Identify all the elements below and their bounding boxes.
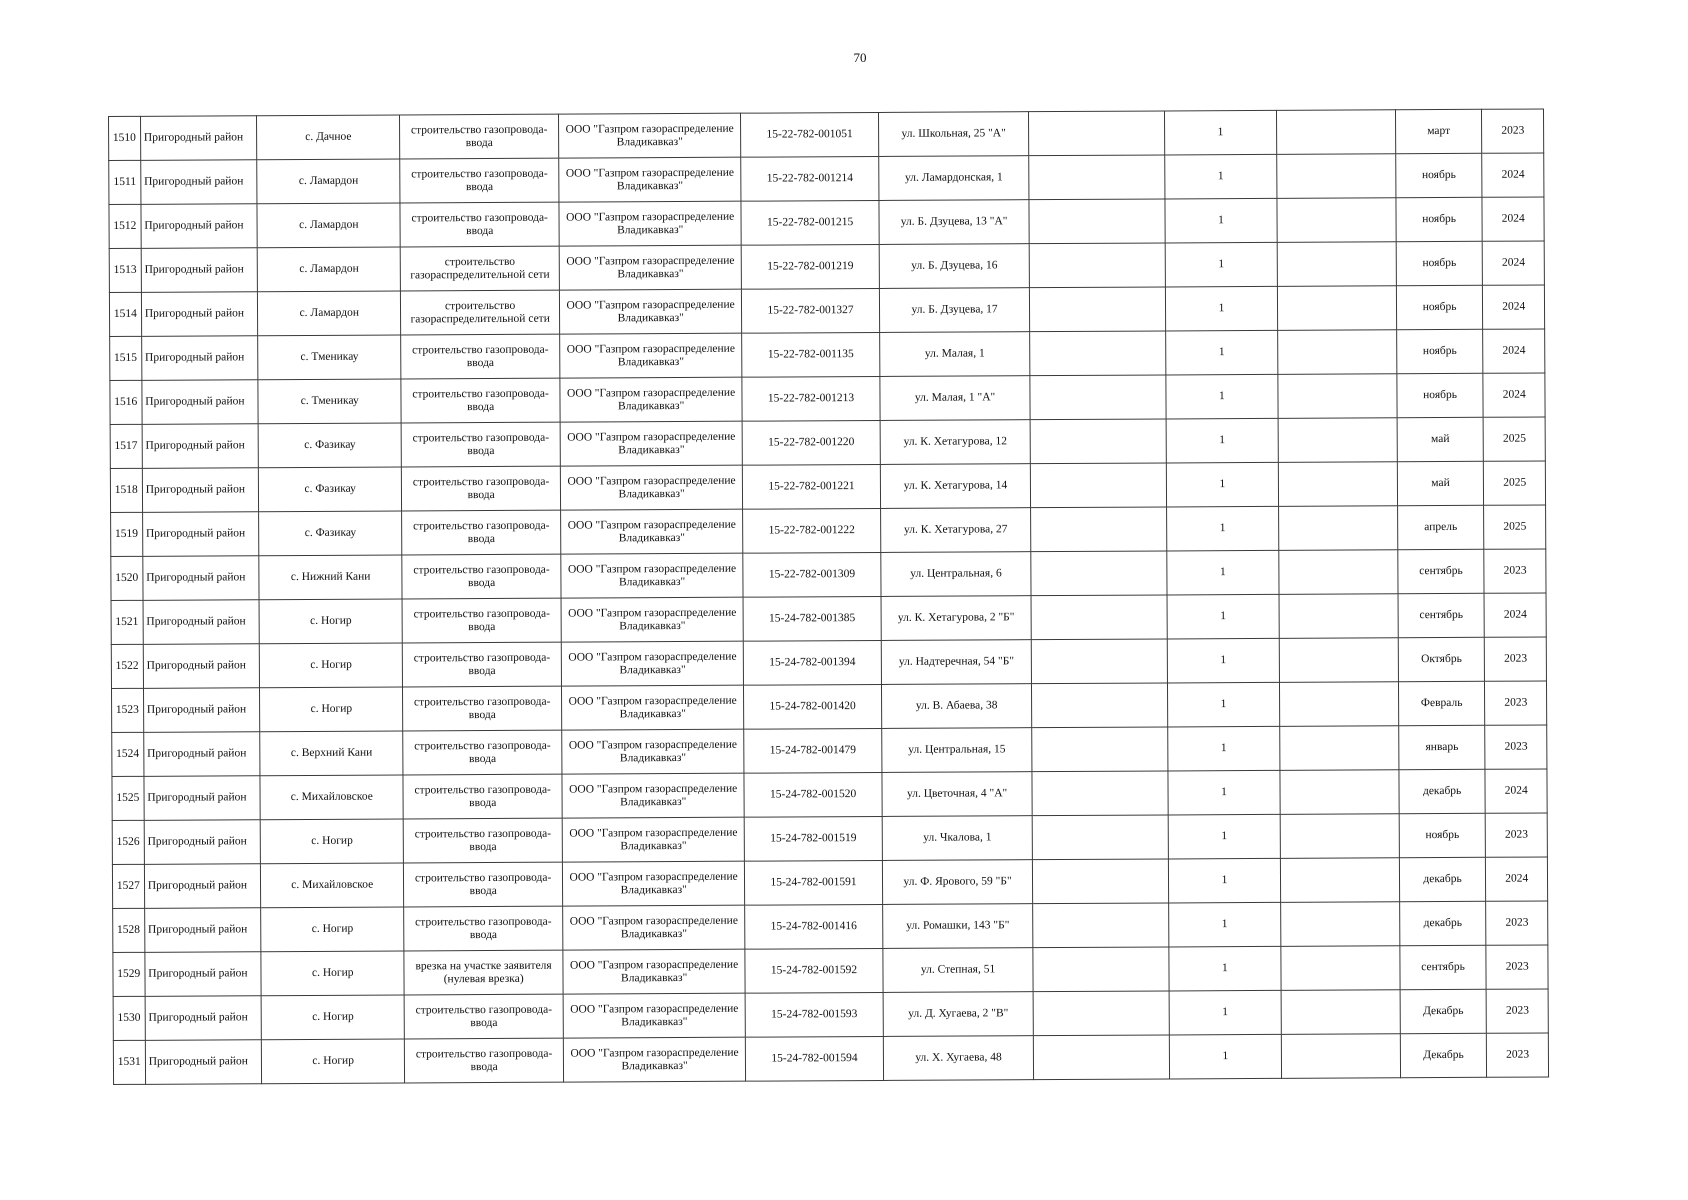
empty-cell xyxy=(1277,286,1396,331)
table-row xyxy=(111,549,1546,601)
empty-cell xyxy=(1030,419,1166,464)
organization-cell: ООО "Газпром газораспределение Владикавказ" xyxy=(563,905,745,950)
empty-cell xyxy=(1279,594,1398,639)
cadastral-number-cell: 15-22-782-001222 xyxy=(743,508,881,553)
month-cell: декабрь xyxy=(1399,857,1486,901)
organization-cell: ООО "Газпром газораспределение Владикавказ" xyxy=(562,817,744,862)
quantity-cell: 1 xyxy=(1167,550,1279,595)
row-number: 1520 xyxy=(111,556,143,600)
month-cell: ноябрь xyxy=(1396,241,1483,285)
quantity-cell: 1 xyxy=(1164,110,1276,155)
quantity-cell: 1 xyxy=(1168,902,1280,947)
month-cell: январь xyxy=(1398,725,1485,769)
row-number: 1522 xyxy=(111,644,143,688)
table-row xyxy=(112,857,1547,909)
year-cell: 2025 xyxy=(1484,505,1546,549)
work-type-cell: строительство газопровода-ввода xyxy=(402,598,561,643)
table-row xyxy=(109,197,1544,249)
cadastral-number-cell: 15-24-782-001594 xyxy=(746,1036,884,1081)
address-cell: ул. Школьная, 25 "А" xyxy=(878,112,1029,157)
empty-cell xyxy=(1033,991,1169,1036)
district-cell: Пригородный район xyxy=(143,732,260,777)
district-cell: Пригородный район xyxy=(142,380,259,425)
work-type-cell: строительство газопровода-ввода xyxy=(404,994,563,1039)
work-type-cell: строительство газопровода-ввода xyxy=(405,1038,564,1083)
table-row xyxy=(113,945,1548,997)
district-cell: Пригородный район xyxy=(141,204,258,249)
row-number: 1518 xyxy=(110,468,142,512)
cadastral-number-cell: 15-24-782-001591 xyxy=(745,860,883,905)
cadastral-number-cell: 15-24-782-001593 xyxy=(745,992,883,1037)
row-number: 1527 xyxy=(112,864,144,908)
settlement-cell: с. Тменикау xyxy=(258,335,401,380)
district-cell: Пригородный район xyxy=(143,688,260,733)
address-cell: ул. Малая, 1 "А" xyxy=(880,376,1031,421)
row-number: 1528 xyxy=(113,908,145,952)
settlement-cell: с. Ногир xyxy=(262,1039,405,1084)
cadastral-number-cell: 15-24-782-001394 xyxy=(743,640,881,685)
empty-cell xyxy=(1277,110,1396,155)
year-cell: 2025 xyxy=(1484,417,1546,461)
cadastral-number-cell: 15-22-782-001220 xyxy=(742,420,880,465)
empty-cell xyxy=(1029,155,1165,200)
empty-cell xyxy=(1031,551,1167,596)
work-type-cell: строительство газопровода-ввода xyxy=(400,158,559,203)
address-cell: ул. Чкалова, 1 xyxy=(882,816,1033,861)
district-cell: Пригородный район xyxy=(145,996,262,1041)
settlement-cell: с. Фазикау xyxy=(258,423,401,468)
empty-cell xyxy=(1279,506,1398,551)
settlement-cell: с. Верхний Кани xyxy=(260,731,403,776)
cadastral-number-cell: 15-22-782-001327 xyxy=(742,288,880,333)
cadastral-number-cell: 15-24-782-001479 xyxy=(744,728,882,773)
table-row xyxy=(112,769,1547,821)
month-cell: май xyxy=(1397,461,1484,505)
work-type-cell: строительство газопровода-ввода xyxy=(401,334,560,379)
quantity-cell: 1 xyxy=(1168,770,1280,815)
year-cell: 2023 xyxy=(1485,725,1547,769)
empty-cell xyxy=(1281,946,1400,991)
empty-cell xyxy=(1031,595,1167,640)
cadastral-number-cell: 15-22-782-001051 xyxy=(741,112,879,157)
quantity-cell: 1 xyxy=(1169,1034,1281,1079)
address-cell: ул. Надтеречная, 54 "Б" xyxy=(881,640,1032,685)
organization-cell: ООО "Газпром газораспределение Владикавказ" xyxy=(561,509,743,554)
address-cell: ул. Малая, 1 xyxy=(880,332,1031,377)
table-row xyxy=(113,901,1548,953)
table-row xyxy=(109,153,1544,205)
cadastral-number-cell: 15-24-782-001416 xyxy=(745,904,883,949)
address-cell: ул. Ф. Ярового, 59 "Б" xyxy=(882,860,1033,905)
empty-cell xyxy=(1277,198,1396,243)
year-cell: 2025 xyxy=(1484,461,1546,505)
organization-cell: ООО "Газпром газораспределение Владикавказ" xyxy=(559,157,741,202)
work-type-cell: строительство газопровода-ввода xyxy=(403,818,562,863)
empty-cell xyxy=(1277,242,1396,287)
empty-cell xyxy=(1030,375,1166,420)
settlement-cell: с. Михайловское xyxy=(261,863,404,908)
address-cell: ул. Б. Дзуцева, 16 xyxy=(879,244,1030,289)
empty-cell xyxy=(1279,550,1398,595)
month-cell: ноябрь xyxy=(1396,329,1483,373)
organization-cell: ООО "Газпром газораспределение Владикавказ" xyxy=(560,333,742,378)
year-cell: 2024 xyxy=(1483,241,1545,285)
empty-cell xyxy=(1032,639,1168,684)
address-cell: ул. В. Абаева, 38 xyxy=(881,684,1032,729)
organization-cell: ООО "Газпром газораспределение Владикавказ" xyxy=(563,1037,745,1082)
district-cell: Пригородный район xyxy=(140,116,257,161)
cadastral-number-cell: 15-22-782-001214 xyxy=(741,156,879,201)
table-row xyxy=(109,285,1544,337)
year-cell: 2024 xyxy=(1485,769,1547,813)
district-cell: Пригородный район xyxy=(140,160,257,205)
quantity-cell: 1 xyxy=(1168,726,1280,771)
row-number: 1517 xyxy=(110,424,142,468)
district-cell: Пригородный район xyxy=(142,424,259,469)
cadastral-number-cell: 15-24-782-001385 xyxy=(743,596,881,641)
organization-cell: ООО "Газпром газораспределение Владикавказ" xyxy=(560,465,742,510)
settlement-cell: с. Ногир xyxy=(261,995,404,1040)
row-number: 1524 xyxy=(112,732,144,776)
empty-cell xyxy=(1033,859,1169,904)
organization-cell: ООО "Газпром газораспределение Владикавказ" xyxy=(560,421,742,466)
row-number: 1519 xyxy=(111,512,143,556)
district-cell: Пригородный район xyxy=(145,1040,262,1085)
empty-cell xyxy=(1032,815,1168,860)
month-cell: март xyxy=(1395,109,1482,153)
address-cell: ул. К. Хетагурова, 27 xyxy=(880,508,1031,553)
year-cell: 2024 xyxy=(1482,197,1544,241)
cadastral-number-cell: 15-22-782-001213 xyxy=(742,376,880,421)
row-number: 1526 xyxy=(112,820,144,864)
month-cell: ноябрь xyxy=(1396,197,1483,241)
empty-cell xyxy=(1029,199,1165,244)
empty-cell xyxy=(1279,638,1398,683)
organization-cell: ООО "Газпром газораспределение Владикавказ" xyxy=(562,861,744,906)
district-cell: Пригородный район xyxy=(142,468,259,513)
empty-cell xyxy=(1032,727,1168,772)
organization-cell: ООО "Газпром газораспределение Владикавказ" xyxy=(562,729,744,774)
table-row xyxy=(110,329,1545,381)
work-type-cell: строительство газопровода-ввода xyxy=(402,510,561,555)
year-cell: 2023 xyxy=(1485,637,1547,681)
empty-cell xyxy=(1030,287,1166,332)
quantity-cell: 1 xyxy=(1165,242,1277,287)
address-cell: ул. К. Хетагурова, 2 "Б" xyxy=(881,596,1032,641)
district-cell: Пригородный район xyxy=(141,292,258,337)
quantity-cell: 1 xyxy=(1167,682,1279,727)
address-cell: ул. Ламардонская, 1 xyxy=(879,156,1030,201)
district-cell: Пригородный район xyxy=(143,600,260,645)
address-cell: ул. Б. Дзуцева, 13 "А" xyxy=(879,200,1030,245)
district-cell: Пригородный район xyxy=(144,776,261,821)
empty-cell xyxy=(1033,947,1169,992)
settlement-cell: с. Михайловское xyxy=(260,775,403,820)
month-cell: Декабрь xyxy=(1400,1033,1487,1077)
table-row xyxy=(109,109,1544,161)
cadastral-number-cell: 15-22-782-001215 xyxy=(741,200,879,245)
row-number: 1516 xyxy=(110,380,142,424)
month-cell: Октябрь xyxy=(1398,637,1485,681)
row-number: 1525 xyxy=(112,776,144,820)
district-cell: Пригородный район xyxy=(143,644,260,689)
empty-cell xyxy=(1030,331,1166,376)
organization-cell: ООО "Газпром газораспределение Владикавказ" xyxy=(563,949,745,994)
settlement-cell: с. Ногир xyxy=(259,599,402,644)
settlement-cell: с. Ногир xyxy=(261,907,404,952)
cadastral-number-cell: 15-22-782-001309 xyxy=(743,552,881,597)
district-cell: Пригородный район xyxy=(144,908,261,953)
empty-cell xyxy=(1033,903,1169,948)
quantity-cell: 1 xyxy=(1167,638,1279,683)
year-cell: 2024 xyxy=(1485,593,1547,637)
work-type-cell: строительство газопровода-ввода xyxy=(403,686,562,731)
month-cell: Февраль xyxy=(1398,681,1485,725)
settlement-cell: с. Тменикау xyxy=(258,379,401,424)
cadastral-number-cell: 15-22-782-001135 xyxy=(742,332,880,377)
quantity-cell: 1 xyxy=(1166,462,1278,507)
table-row xyxy=(112,813,1547,865)
work-type-cell: строительство газопровода-ввода xyxy=(401,378,560,423)
month-cell: декабрь xyxy=(1399,769,1486,813)
empty-cell xyxy=(1029,243,1165,288)
address-cell: ул. Цветочная, 4 "А" xyxy=(882,772,1033,817)
organization-cell: ООО "Газпром газораспределение Владикавказ" xyxy=(561,553,743,598)
district-cell: Пригородный район xyxy=(142,512,259,557)
settlement-cell: с. Фазикау xyxy=(259,467,402,512)
settlement-cell: с. Ногир xyxy=(260,643,403,688)
page-number: 70 xyxy=(853,50,867,65)
work-type-cell: строительство газораспределительной сети xyxy=(401,290,560,335)
row-number: 1530 xyxy=(113,996,145,1040)
month-cell: сентябрь xyxy=(1398,593,1485,637)
empty-cell xyxy=(1031,463,1167,508)
empty-cell xyxy=(1281,902,1400,947)
table-row xyxy=(110,417,1545,469)
organization-cell: ООО "Газпром газораспределение Владикавказ" xyxy=(562,685,744,730)
row-number: 1510 xyxy=(109,116,141,160)
address-cell: ул. Степная, 51 xyxy=(883,948,1034,993)
quantity-cell: 1 xyxy=(1165,330,1277,375)
empty-cell xyxy=(1280,814,1399,859)
empty-cell xyxy=(1032,771,1168,816)
work-type-cell: строительство газопровода-ввода xyxy=(402,642,561,687)
year-cell: 2024 xyxy=(1483,373,1545,417)
cadastral-number-cell: 15-24-782-001592 xyxy=(745,948,883,993)
address-cell: ул. Ромашки, 143 "Б" xyxy=(883,904,1034,949)
table-row xyxy=(113,989,1548,1041)
district-cell: Пригородный район xyxy=(141,336,258,381)
settlement-cell: с. Ламардон xyxy=(257,159,400,204)
year-cell: 2023 xyxy=(1486,945,1548,989)
cadastral-number-cell: 15-24-782-001519 xyxy=(744,816,882,861)
work-type-cell: строительство газопровода-ввода xyxy=(401,422,560,467)
row-number: 1512 xyxy=(109,204,141,248)
month-cell: ноябрь xyxy=(1395,153,1482,197)
district-cell: Пригородный район xyxy=(141,248,258,293)
cadastral-number-cell: 15-22-782-001219 xyxy=(741,244,879,289)
organization-cell: ООО "Газпром газораспределение Владикавказ" xyxy=(559,289,741,334)
work-type-cell: строительство газопровода-ввода xyxy=(403,774,562,819)
month-cell: ноябрь xyxy=(1397,373,1484,417)
month-cell: сентябрь xyxy=(1400,945,1487,989)
table-row xyxy=(111,505,1546,557)
year-cell: 2024 xyxy=(1486,857,1548,901)
address-cell: ул. Центральная, 15 xyxy=(882,728,1033,773)
empty-cell xyxy=(1278,418,1397,463)
month-cell: ноябрь xyxy=(1396,285,1483,329)
settlement-cell: с. Дачное xyxy=(257,115,400,160)
year-cell: 2023 xyxy=(1484,549,1546,593)
organization-cell: ООО "Газпром газораспределение Владикавказ" xyxy=(559,245,741,290)
empty-cell xyxy=(1281,1034,1400,1079)
empty-cell xyxy=(1280,726,1399,771)
row-number: 1523 xyxy=(111,688,143,732)
row-number: 1515 xyxy=(110,336,142,380)
empty-cell xyxy=(1029,111,1165,156)
empty-cell xyxy=(1281,990,1400,1035)
cadastral-number-cell: 15-24-782-001520 xyxy=(744,772,882,817)
year-cell: 2023 xyxy=(1485,681,1547,725)
quantity-cell: 1 xyxy=(1165,286,1277,331)
quantity-cell: 1 xyxy=(1167,594,1279,639)
address-cell: ул. Д. Хугаева, 2 "В" xyxy=(883,992,1034,1037)
year-cell: 2023 xyxy=(1487,989,1549,1033)
empty-cell xyxy=(1280,858,1399,903)
table-row xyxy=(111,637,1546,689)
year-cell: 2023 xyxy=(1487,1033,1549,1077)
address-cell: ул. Центральная, 6 xyxy=(881,552,1032,597)
settlement-cell: с. Ламардон xyxy=(257,247,400,292)
quantity-cell: 1 xyxy=(1168,814,1280,859)
empty-cell xyxy=(1278,462,1397,507)
settlement-cell: с. Ногир xyxy=(261,951,404,996)
address-cell: ул. К. Хетагурова, 12 xyxy=(880,420,1031,465)
settlement-cell: с. Ногир xyxy=(260,819,403,864)
table-row xyxy=(112,725,1547,777)
work-type-cell: врезка на участке заявителя (нулевая врезка) xyxy=(404,950,563,995)
quantity-cell: 1 xyxy=(1169,946,1281,991)
empty-cell xyxy=(1034,1035,1170,1080)
cadastral-number-cell: 15-22-782-001221 xyxy=(743,464,881,509)
organization-cell: ООО "Газпром газораспределение Владикавказ" xyxy=(562,773,744,818)
settlement-cell: с. Фазикау xyxy=(259,511,402,556)
quantity-cell: 1 xyxy=(1166,506,1278,551)
work-type-cell: строительство газопровода-ввода xyxy=(400,114,559,159)
district-cell: Пригородный район xyxy=(144,864,261,909)
district-cell: Пригородный район xyxy=(143,556,260,601)
year-cell: 2024 xyxy=(1483,329,1545,373)
empty-cell xyxy=(1278,374,1397,419)
table-row xyxy=(110,373,1545,425)
year-cell: 2024 xyxy=(1482,153,1544,197)
settlement-cell: с. Нижний Кани xyxy=(259,555,402,600)
year-cell: 2023 xyxy=(1482,109,1544,153)
organization-cell: ООО "Газпром газораспределение Владикавказ" xyxy=(559,201,741,246)
gasification-table xyxy=(108,108,1549,1085)
quantity-cell: 1 xyxy=(1165,154,1277,199)
year-cell: 2024 xyxy=(1483,285,1545,329)
organization-cell: ООО "Газпром газораспределение Владикавказ" xyxy=(563,993,745,1038)
year-cell: 2023 xyxy=(1486,813,1548,857)
settlement-cell: с. Ламардон xyxy=(258,291,401,336)
empty-cell xyxy=(1278,330,1397,375)
quantity-cell: 1 xyxy=(1168,858,1280,903)
year-cell: 2023 xyxy=(1486,901,1548,945)
month-cell: апрель xyxy=(1397,505,1484,549)
table-row xyxy=(111,681,1546,733)
table-row xyxy=(113,1033,1548,1085)
cadastral-number-cell: 15-24-782-001420 xyxy=(744,684,882,729)
work-type-cell: строительство газопровода-ввода xyxy=(402,466,561,511)
district-cell: Пригородный район xyxy=(145,952,262,997)
empty-cell xyxy=(1032,683,1168,728)
address-cell: ул. К. Хетагурова, 14 xyxy=(880,464,1031,509)
row-number: 1531 xyxy=(113,1040,145,1084)
empty-cell xyxy=(1280,770,1399,815)
row-number: 1521 xyxy=(111,600,143,644)
empty-cell xyxy=(1277,154,1396,199)
month-cell: май xyxy=(1397,417,1484,461)
empty-cell xyxy=(1031,507,1167,552)
quantity-cell: 1 xyxy=(1166,374,1278,419)
table-row xyxy=(109,241,1544,293)
settlement-cell: с. Ногир xyxy=(260,687,403,732)
table-row xyxy=(110,461,1545,513)
work-type-cell: строительство газопровода-ввода xyxy=(402,554,561,599)
row-number: 1511 xyxy=(109,160,141,204)
quantity-cell: 1 xyxy=(1169,990,1281,1035)
row-number: 1529 xyxy=(113,952,145,996)
row-number: 1514 xyxy=(109,292,141,336)
work-type-cell: строительство газопровода-ввода xyxy=(400,202,559,247)
row-number: 1513 xyxy=(109,248,141,292)
empty-cell xyxy=(1280,682,1399,727)
address-cell: ул. Х. Хугаева, 48 xyxy=(883,1036,1034,1081)
work-type-cell: строительство газопровода-ввода xyxy=(404,906,563,951)
work-type-cell: строительство газораспределительной сети xyxy=(400,246,559,291)
settlement-cell: с. Ламардон xyxy=(257,203,400,248)
quantity-cell: 1 xyxy=(1165,198,1277,243)
work-type-cell: строительство газопровода-ввода xyxy=(404,862,563,907)
organization-cell: ООО "Газпром газораспределение Владикавказ" xyxy=(561,597,743,642)
organization-cell: ООО "Газпром газораспределение Владикавказ" xyxy=(559,113,741,158)
table-body xyxy=(109,109,1549,1085)
table-row xyxy=(111,593,1546,645)
quantity-cell: 1 xyxy=(1166,418,1278,463)
organization-cell: ООО "Газпром газораспределение Владикавказ" xyxy=(560,377,742,422)
address-cell: ул. Б. Дзуцева, 17 xyxy=(879,288,1030,333)
month-cell: ноябрь xyxy=(1399,813,1486,857)
month-cell: сентябрь xyxy=(1397,549,1484,593)
district-cell: Пригородный район xyxy=(144,820,261,865)
month-cell: декабрь xyxy=(1399,901,1486,945)
month-cell: Декабрь xyxy=(1400,989,1487,1033)
work-type-cell: строительство газопровода-ввода xyxy=(403,730,562,775)
organization-cell: ООО "Газпром газораспределение Владикавказ" xyxy=(561,641,743,686)
